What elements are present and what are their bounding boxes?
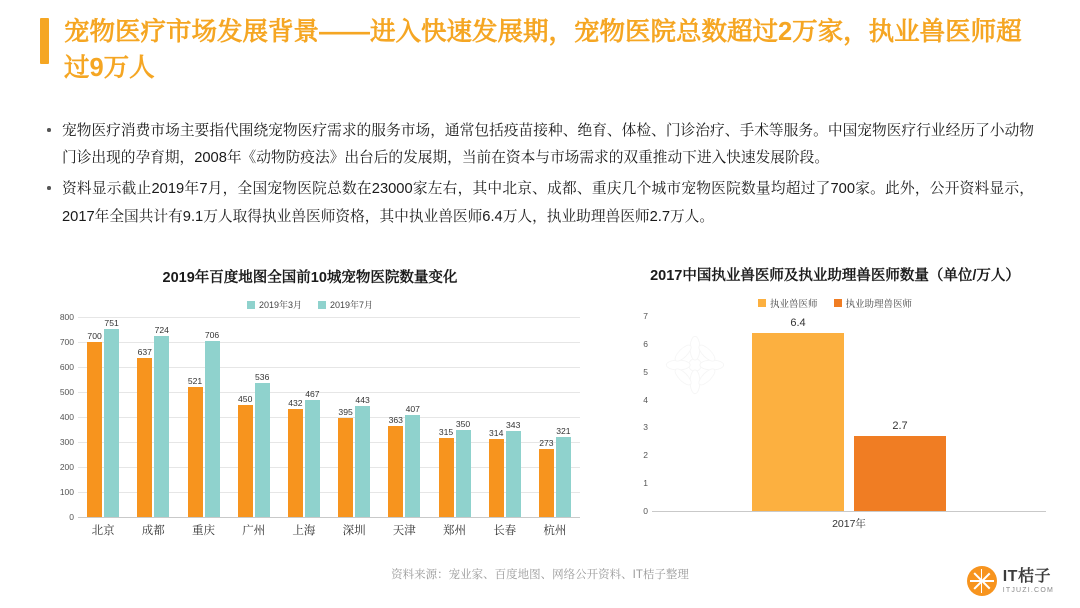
y-axis-tick: 800 <box>59 312 74 323</box>
gridline <box>78 492 580 493</box>
bar-value-label: 724 <box>154 325 169 336</box>
legend-label: 2019年7月 <box>330 300 374 311</box>
flower-watermark-icon <box>660 330 730 400</box>
y-axis-tick: 0 <box>643 506 648 517</box>
gridline <box>78 442 580 443</box>
y-axis-tick: 2 <box>643 450 648 461</box>
bar-value-label: 751 <box>104 318 119 329</box>
gridline <box>78 317 580 318</box>
x-axis-tick: 北京 <box>91 525 115 538</box>
y-axis-tick: 200 <box>59 462 74 473</box>
chart-pet-hospital-count <box>30 268 590 548</box>
chart-legend <box>30 298 590 311</box>
y-axis-tick: 6 <box>643 338 648 349</box>
x-axis-tick: 天津 <box>392 525 416 538</box>
x-axis-tick: 上海 <box>292 525 316 538</box>
y-axis-tick: 600 <box>59 362 74 373</box>
list-item <box>44 176 1034 230</box>
y-axis-tick: 4 <box>643 394 648 405</box>
bar-value-label: 432 <box>288 398 303 409</box>
gridline <box>652 316 1046 317</box>
y-axis-tick: 300 <box>59 437 74 448</box>
bar-value-label: 700 <box>87 331 102 342</box>
bar-value-label: 450 <box>238 393 253 404</box>
gridline <box>652 427 1046 428</box>
bullet-text: 资料显示截止2019年7月，全国宠物医院总数在23000家左右，其中北京、成都、重庆几个城市宠物医院数量均超过了700家。此外，公开资料显示，2017年全国共计有9.1万人取得执业兽医师资格，其中执业兽医师6.4万人，执业助理兽医师2.7万人。 <box>62 181 1034 225</box>
bar-value-label: 314 <box>489 427 504 438</box>
bar <box>556 437 571 517</box>
logo-name: IT桔子 <box>1002 567 1051 585</box>
bar <box>87 342 102 517</box>
source-note: 资料来源：宠业家、百度地图、网络公开资料、IT桔子整理 <box>391 569 689 581</box>
gridline <box>78 342 580 343</box>
legend-item <box>318 298 373 311</box>
gridline <box>78 467 580 468</box>
chart-title: 2019年百度地图全国前10城宠物医院数量变化 <box>162 270 458 286</box>
bar-value-label: 521 <box>187 375 203 386</box>
bar <box>154 336 169 517</box>
bar <box>137 358 152 517</box>
logo-text <box>1003 569 1054 594</box>
body-text <box>44 118 1034 235</box>
bar-value-label: 315 <box>438 427 454 438</box>
legend-item <box>758 296 818 310</box>
bar-value-label: 443 <box>355 395 370 406</box>
x-axis-tick: 深圳 <box>342 525 366 538</box>
chart-x-axis <box>652 511 1046 533</box>
legend-item <box>834 296 913 310</box>
bar <box>288 409 303 517</box>
bar-value-label: 637 <box>137 346 152 357</box>
bar <box>854 436 946 511</box>
logo-url: ITJUZI.COM <box>1002 586 1054 594</box>
y-axis-tick: 7 <box>643 311 648 322</box>
bar <box>752 333 844 511</box>
bar <box>238 405 253 518</box>
legend-swatch <box>834 299 842 307</box>
bar-value-label: 6.4 <box>790 316 806 329</box>
bar-value-label: 343 <box>506 420 521 431</box>
y-axis-tick: 100 <box>59 487 74 498</box>
y-axis-tick: 5 <box>643 366 648 377</box>
chart-veterinarian-count <box>610 266 1060 548</box>
bar-value-label: 2.7 <box>892 419 908 432</box>
bar <box>255 383 270 517</box>
legend-label: 2019年3月 <box>258 300 302 311</box>
bar <box>205 341 220 518</box>
bar <box>506 431 521 517</box>
y-axis-tick: 500 <box>59 387 74 398</box>
bar-value-label: 536 <box>255 372 270 383</box>
page-title: 宠物医疗市场发展背景——进入快速发展期，宠物医院总数超过2万家，执业兽医师超过9万人 <box>64 18 1022 83</box>
list-item <box>44 118 1034 172</box>
y-axis-tick: 3 <box>643 422 648 433</box>
bar <box>489 439 504 518</box>
bar-value-label: 321 <box>556 425 571 436</box>
orange-logo-icon <box>967 566 997 596</box>
bar-value-label: 363 <box>388 415 403 426</box>
bar <box>456 430 471 518</box>
bar <box>188 387 203 517</box>
x-axis-tick: 2017年 <box>832 518 866 531</box>
gridline <box>78 367 580 368</box>
legend-swatch <box>758 299 766 307</box>
x-axis-tick: 郑州 <box>443 525 466 538</box>
bullet-text: 宠物医疗消费市场主要指代围绕宠物医疗需求的服务市场，通常包括疫苗接种、绝育、体检、门诊治疗、手术等服务。中国宠物医疗行业经历了小动物门诊出现的孕育期，2008年《动物防疫法》出台后的发展期，当前在资本与市场需求的双重推动下进入快速发展阶段。 <box>62 123 1034 167</box>
bar <box>305 400 320 517</box>
bar-value-label: 706 <box>204 329 220 340</box>
bar-value-label: 350 <box>455 418 471 429</box>
bar <box>405 415 420 517</box>
bar <box>338 418 353 517</box>
bar-value-label: 467 <box>305 389 320 400</box>
legend-label: 执业助理兽医师 <box>845 299 913 311</box>
bar <box>439 438 454 517</box>
legend-swatch <box>318 301 326 309</box>
bar <box>104 329 119 517</box>
legend-item <box>247 298 302 311</box>
bullet-dot-icon <box>47 128 51 132</box>
x-axis-tick: 长春 <box>493 525 517 538</box>
legend-label: 执业兽医师 <box>769 299 818 311</box>
chart-legend <box>610 296 1060 310</box>
x-axis-tick: 重庆 <box>192 525 215 538</box>
x-axis-tick: 杭州 <box>543 525 567 538</box>
bar <box>388 426 403 517</box>
y-axis-tick: 400 <box>59 412 74 423</box>
gridline <box>652 483 1046 484</box>
chart-title: 2017中国执业兽医师及执业助理兽医师数量（单位/万人） <box>650 268 1020 284</box>
gridline <box>652 455 1046 456</box>
title-accent-bar <box>40 18 49 64</box>
bullet-dot-icon <box>47 186 51 190</box>
bar-value-label: 273 <box>539 437 554 448</box>
bar-value-label: 407 <box>405 404 420 415</box>
bar-value-label: 395 <box>338 407 353 418</box>
chart-x-axis <box>78 517 580 539</box>
brand-logo <box>967 566 1054 596</box>
y-axis-tick: 1 <box>643 478 648 489</box>
x-axis-tick: 成都 <box>141 525 165 538</box>
bar <box>539 449 554 517</box>
y-axis-tick: 700 <box>59 337 74 348</box>
legend-swatch <box>247 301 255 309</box>
chart-plot-area <box>59 312 580 523</box>
x-axis-tick: 广州 <box>242 525 266 538</box>
y-axis-tick: 0 <box>69 512 74 523</box>
bar <box>355 406 370 517</box>
